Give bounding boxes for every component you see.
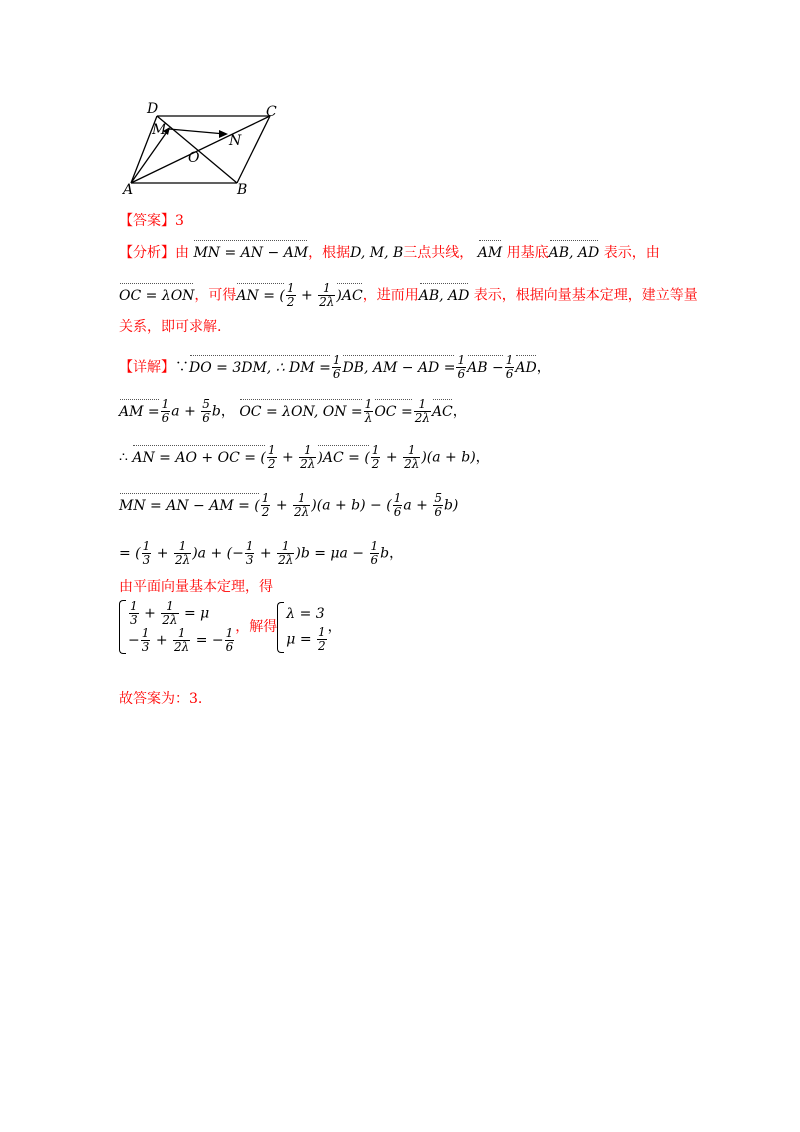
analysis-text-9: 关系，即可求解.	[119, 319, 222, 335]
analysis-text-4: 用基底	[506, 245, 549, 261]
label-d: D	[147, 101, 159, 117]
analysis-text-2: ，根据	[308, 245, 351, 261]
analysis-line-2: OC = λON，可得AN = ( $\frac{1}{2}$ + $\frac{1}{2\lambda}$ )AC，进而用AB, AD 表示，根据向量基本定理，建立等量	[119, 281, 698, 309]
detail-line-4: MN = AN − AM = ( $\frac{1}{2}$ + $\frac{1}{2\lambda}$ )(a + b) − ( $\frac{1}{6}$ a + $\frac{5}{6}$ b)	[119, 491, 459, 519]
math-ab-ad: AB, AD	[548, 245, 600, 261]
math-an: AN = (	[236, 287, 285, 304]
detail-line-3: ∴ AN = AO + OC = ( $\frac{1}{2}$ + $\frac{1}{2\lambda}$ )AC = ( $\frac{1}{2}$ + $\frac{1}{2\lambda}$ )(a + b)，	[119, 443, 490, 471]
answer-tag: 【答案】	[119, 213, 175, 229]
parallelogram-figure	[0, 0, 800, 200]
math-ad: AD	[515, 359, 537, 376]
frac-1-2l: $\frac{1}{2\lambda}$	[319, 281, 335, 309]
equation-system-2: λ = 3 μ = $\frac{1}{2}$	[277, 602, 327, 653]
label-o: O	[188, 150, 200, 166]
final-answer-line	[119, 690, 202, 708]
analysis-line-3	[119, 318, 221, 336]
math-do: DO = 3DM, ∴ DM =	[189, 359, 331, 376]
equation-system-1: $\frac{1}{3}$ + $\frac{1}{2\lambda}$ = μ − $\frac{1}{3}$ + $\frac{1}{2\lambda}$ = − $\frac{1}{6}$	[119, 600, 235, 654]
detail-theorem-line	[119, 578, 273, 596]
math-ac: )AC	[336, 287, 363, 304]
label-a: A	[123, 182, 134, 198]
equation-system-line: $\frac{1}{3}$ + $\frac{1}{2\lambda}$ = μ − $\frac{1}{3}$ + $\frac{1}{2\lambda}$ = − $\frac{1}{6}$ ，解得 λ = 3 μ = $\frac{1}{2}$ ，	[119, 600, 342, 654]
detail-line-1: 【详解】∵DO = 3DM, ∴ DM = $\frac{1}{6}$ DB, AM − AD = $\frac{1}{6}$ AB − $\frac{1}{6}$ AD，	[119, 353, 551, 381]
analysis-tag: 【分析】	[119, 245, 175, 261]
analysis-text-6: ，可得	[194, 287, 237, 304]
math-oc-lon: OC = λON	[119, 287, 195, 304]
answer-line	[119, 212, 184, 230]
analysis-text-3: 三点共线，	[403, 245, 474, 261]
math-ab: AB −	[467, 359, 504, 376]
answer-value: 3	[175, 213, 184, 229]
frac-1-6-b: $\frac{1}{6}$	[457, 353, 466, 381]
label-m: M	[152, 122, 167, 138]
math-db: DB, AM − AD =	[342, 359, 456, 376]
label-b: B	[237, 182, 248, 198]
math-mn2: MN = AN − AM = (	[119, 497, 260, 514]
label-c: C	[266, 104, 277, 120]
analysis-text-8: 表示，根据向量基本定理，建立等量	[473, 287, 698, 304]
analysis-text-5: 表示，由	[603, 245, 660, 261]
math-mn-an-am: MN = AN − AM	[193, 245, 309, 261]
final-answer-text: 故答案为：3.	[119, 691, 203, 707]
edge-bc	[237, 116, 270, 183]
detail-tag: 【详解】	[119, 359, 175, 376]
frac-1-6-c: $\frac{1}{6}$	[505, 353, 514, 381]
analysis-line-1	[119, 244, 660, 262]
frac-1-6-a: $\frac{1}{6}$	[332, 353, 341, 381]
detail-line-5: = ( $\frac{1}{3}$ + $\frac{1}{2\lambda}$ )a + (− $\frac{1}{3}$ + $\frac{1}{2\lambda}$ )b = μa − $\frac{1}{6}$ b，	[119, 539, 404, 567]
detail-line-2: AM = $\frac{1}{6}$ a + $\frac{5}{6}$ b， OC = λON, ON = $\frac{1}{\lambda}$ OC = $\frac{1}{2\lambda}$ AC，	[119, 397, 467, 425]
label-n: N	[229, 133, 242, 149]
math-dmb: D, M, B	[350, 245, 404, 261]
analysis-text-7: ，进而用	[362, 287, 419, 304]
theorem-text: 由平面向量基本定理，得	[119, 579, 273, 595]
math-oc2: OC = λON, ON =	[239, 403, 363, 420]
analysis-text-1: 由	[175, 245, 189, 261]
frac-1-2: $\frac{1}{2}$	[286, 281, 295, 309]
math-am-eq: AM =	[119, 403, 160, 420]
math-am: AM	[477, 245, 503, 261]
math-ab-ad-2: AB, AD	[418, 287, 470, 304]
math-an-ao: AN = AO + OC = (	[132, 449, 266, 466]
solve-text: 解得	[249, 619, 278, 635]
